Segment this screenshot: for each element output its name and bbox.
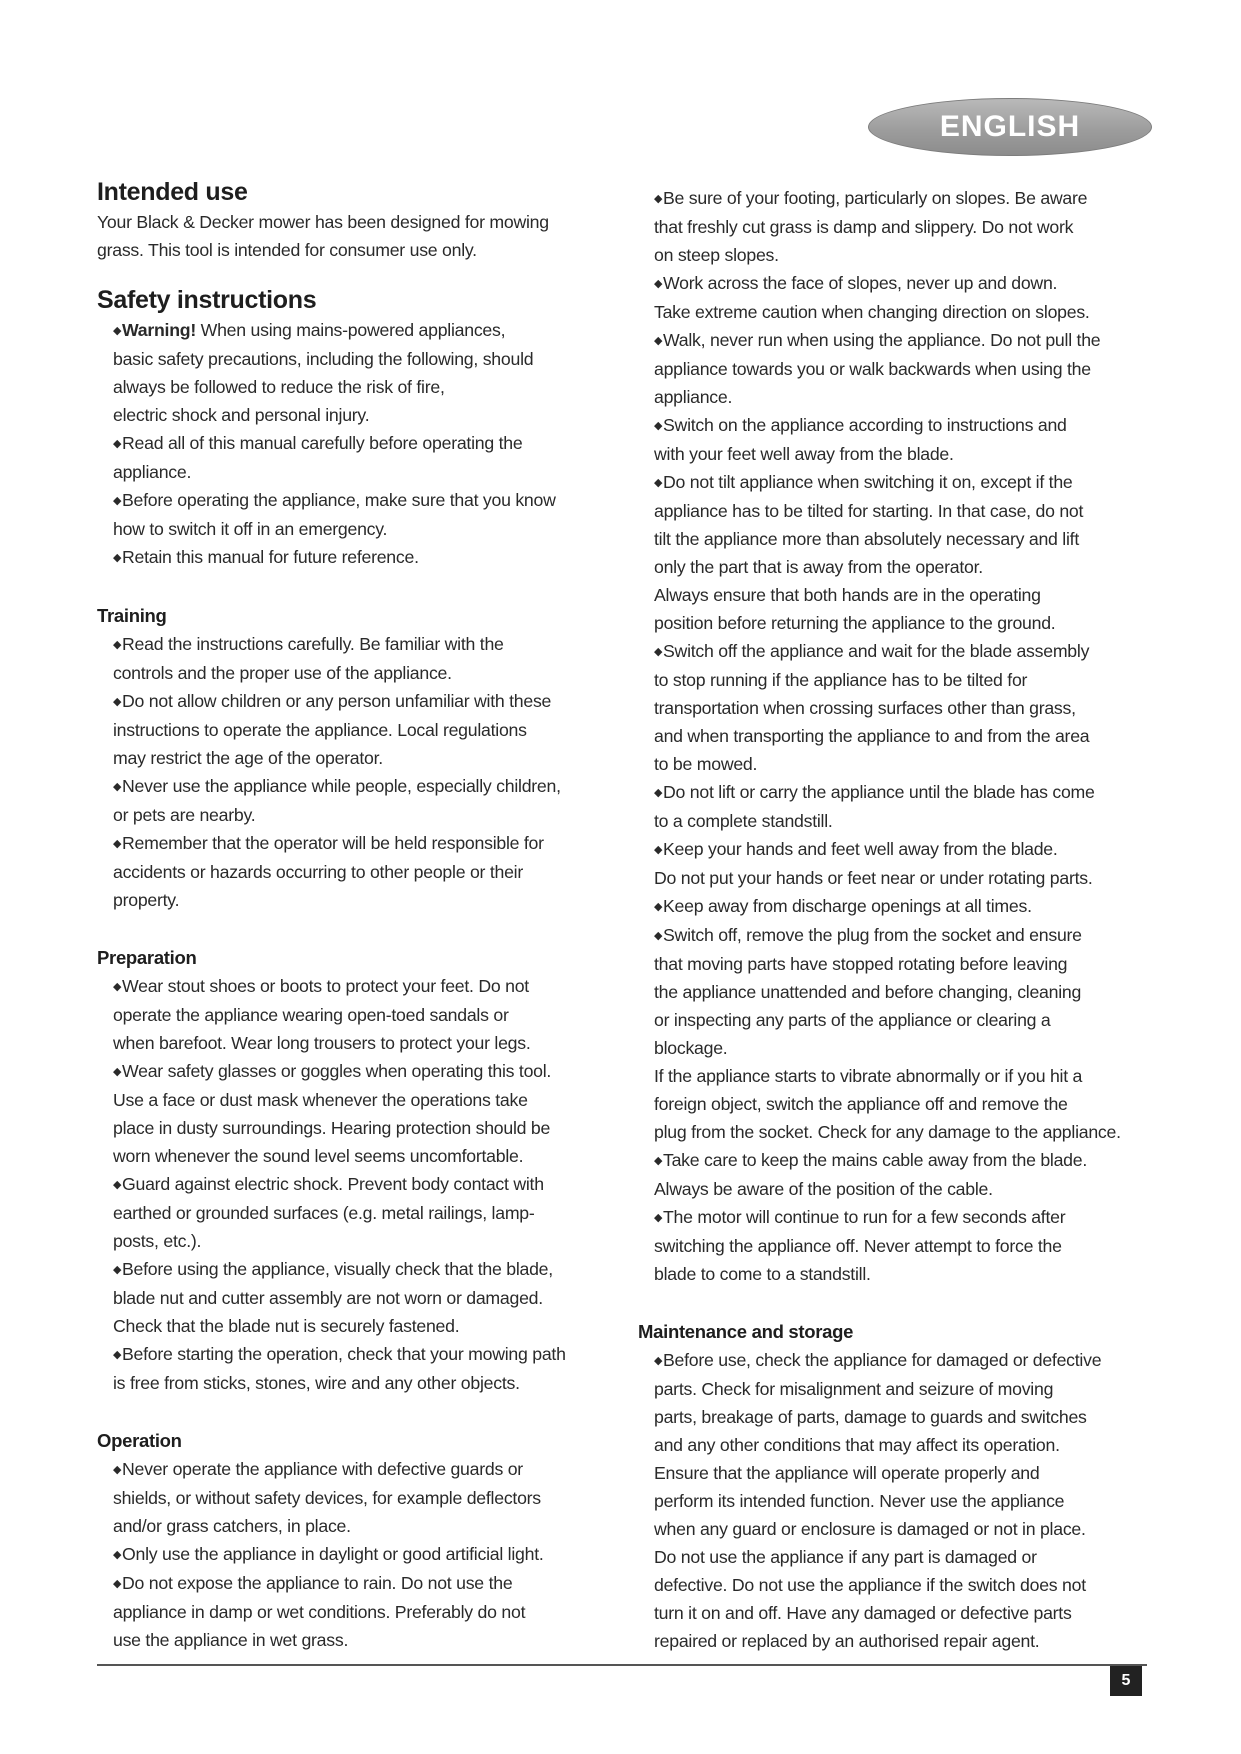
text-line: defective. Do not use the appliance if the switch does not [654, 1575, 1086, 1595]
text-line: always be followed to reduce the risk of fire, [113, 377, 445, 397]
bullet-icon: ◆ [113, 696, 122, 708]
bullet-icon: ◆ [654, 278, 663, 290]
text-line: blockage. [654, 1038, 728, 1058]
bullet-icon: ◆ [654, 787, 663, 799]
bullet-icon: ◆ [113, 1464, 122, 1476]
bullet-icon: ◆ [654, 420, 663, 432]
text-line: with your feet well away from the blade. [654, 444, 954, 464]
list-item [97, 1540, 617, 1569]
operation-title: Operation [97, 1430, 182, 1451]
bullet-icon: ◆ [654, 1155, 663, 1167]
list-item [638, 921, 1158, 1146]
text-line: Before use, check the appliance for damaged or defective [663, 1350, 1102, 1370]
text-line: Take care to keep the mains cable away from the blade. [663, 1150, 1088, 1170]
text-line: Switch off, remove the plug from the socket and ensure [663, 925, 1082, 945]
text-line: to a complete standstill. [654, 811, 833, 831]
text-line: Do not allow children or any person unfamiliar with these [122, 691, 552, 711]
page-number: 5 [1110, 1666, 1142, 1696]
safety-items [97, 429, 617, 572]
text-line: and any other conditions that may affect its operation. [654, 1435, 1060, 1455]
text-line: Do not tilt appliance when switching it on, except if the [663, 472, 1073, 492]
safety-list [97, 316, 617, 429]
text-line: appliance towards you or walk backwards when using the [654, 359, 1091, 379]
text-line: basic safety precautions, including the following, should [113, 349, 534, 369]
text-line: Do not put your hands or feet near or under rotating parts. [654, 868, 1093, 888]
training-title: Training [97, 605, 167, 626]
text-line: Keep away from discharge openings at all times. [663, 896, 1032, 916]
bullet-icon: ◆ [113, 1179, 122, 1191]
list-item [638, 892, 1158, 921]
text-line: repaired or replaced by an authorised repair agent. [654, 1631, 1040, 1651]
text-line: position before returning the appliance to the ground. [654, 613, 1056, 633]
list-item [97, 1569, 617, 1654]
text-line: Take extreme caution when changing direction on slopes. [654, 302, 1090, 322]
text-line: Do not expose the appliance to rain. Do not use the [122, 1573, 513, 1593]
list-item [97, 486, 617, 543]
bullet-icon: ◆ [113, 781, 122, 793]
list-item [638, 269, 1158, 326]
text-line: Work across the face of slopes, never up and down. [663, 273, 1058, 293]
text-line: Walk, never run when using the appliance. Do not pull the [663, 330, 1101, 350]
list-item [638, 411, 1158, 468]
list-item [638, 1146, 1158, 1203]
list-item [97, 543, 617, 572]
text-line: Before using the appliance, visually check that the blade, [122, 1259, 553, 1279]
text-line: worn whenever the sound level seems uncomfortable. [113, 1146, 524, 1166]
language-badge: ENGLISH [868, 98, 1152, 156]
text-line: blade to come to a standstill. [654, 1264, 871, 1284]
text-line: Never operate the appliance with defective guards or [122, 1459, 523, 1479]
bullet-icon: ◆ [113, 1349, 122, 1361]
list-item [638, 835, 1158, 892]
text-line: Be sure of your footing, particularly on slopes. Be aware [663, 188, 1088, 208]
list-item [97, 1255, 617, 1340]
text-line: use the appliance in wet grass. [113, 1630, 349, 1650]
list-item [97, 1170, 617, 1255]
text-line: instructions to operate the appliance. Local regulations [113, 720, 527, 740]
list-item [638, 1203, 1158, 1288]
text-line: Do not lift or carry the appliance until the blade has come [663, 782, 1095, 802]
bullet-icon: ◆ [654, 1355, 663, 1367]
text-line: the appliance unattended and before changing, cleaning [654, 982, 1082, 1002]
text-line: parts. Check for misalignment and seizure of moving [654, 1379, 1054, 1399]
maintenance-title: Maintenance and storage [638, 1321, 854, 1342]
bullet-icon: ◆ [654, 844, 663, 856]
text-line: Use a face or dust mask whenever the operations take [113, 1090, 528, 1110]
text-line: grass. This tool is intended for consumer use only. [97, 240, 477, 260]
footer-rule [97, 1664, 1147, 1666]
text-line: electric shock and personal injury. [113, 405, 370, 425]
preparation-title: Preparation [97, 947, 197, 968]
list-item [638, 637, 1158, 778]
text-line: tilt the appliance more than absolutely necessary and lift [654, 529, 1079, 549]
bullet-icon: ◆ [654, 335, 663, 347]
list-item [97, 972, 617, 1057]
text-line: that moving parts have stopped rotating before leaving [654, 954, 1068, 974]
text-line: Check that the blade nut is securely fastened. [113, 1316, 460, 1336]
text-line: when barefoot. Wear long trousers to protect your legs. [113, 1033, 531, 1053]
text-line: Before starting the operation, check that your mowing path [122, 1344, 566, 1364]
bullet-icon: ◆ [113, 438, 122, 450]
text-line: appliance. [113, 462, 192, 482]
text-line: Do not use the appliance if any part is damaged or [654, 1547, 1037, 1567]
text-line: and when transporting the appliance to and from the area [654, 726, 1090, 746]
text-line: Before operating the appliance, make sure that you know [122, 490, 556, 510]
list-item [638, 326, 1158, 411]
list-item [97, 1057, 617, 1170]
text-line: is free from sticks, stones, wire and any other objects. [113, 1373, 520, 1393]
text-line: Ensure that the appliance will operate properly and [654, 1463, 1040, 1483]
text-line: turn it on and off. Have any damaged or defective parts [654, 1603, 1072, 1623]
intended-use-text [97, 208, 617, 264]
text-line: Switch off the appliance and wait for the blade assembly [663, 641, 1090, 661]
text-line: When using mains-powered appliances, [195, 320, 506, 340]
safety-instructions-title: Safety instructions [97, 286, 317, 314]
bullet-icon: ◆ [113, 325, 122, 337]
text-line: Read all of this manual carefully before operating the [122, 433, 523, 453]
list-item [638, 184, 1158, 269]
text-line: shields, or without safety devices, for example deflectors [113, 1488, 541, 1508]
text-line: Your Black & Decker mower has been designed for mowing [97, 212, 549, 232]
text-line: transportation when crossing surfaces other than grass, [654, 698, 1076, 718]
text-line: and/or grass catchers, in place. [113, 1516, 351, 1536]
bullet-icon: ◆ [113, 495, 122, 507]
text-line: Always ensure that both hands are in the operating [654, 585, 1041, 605]
text-line: Always be aware of the position of the cable. [654, 1179, 993, 1199]
list-item [97, 429, 617, 486]
text-line: or inspecting any parts of the appliance or clearing a [654, 1010, 1051, 1030]
bullet-icon: ◆ [654, 901, 663, 913]
text-line: or pets are nearby. [113, 805, 256, 825]
text-line: may restrict the age of the operator. [113, 748, 383, 768]
bullet-icon: ◆ [113, 1578, 122, 1590]
bullet-icon: ◆ [113, 981, 122, 993]
text-line: Never use the appliance while people, especially children, [122, 776, 561, 796]
list-item [638, 468, 1158, 637]
text-line: on steep slopes. [654, 245, 779, 265]
bullet-icon: ◆ [654, 193, 663, 205]
list-item [638, 778, 1158, 835]
bullet-icon: ◆ [654, 1212, 663, 1224]
operation-items-right [638, 184, 1158, 1288]
text-line: to be mowed. [654, 754, 758, 774]
right-column [638, 184, 1158, 1655]
list-item [97, 687, 617, 772]
text-line: earthed or grounded surfaces (e.g. metal railings, lamp- [113, 1203, 535, 1223]
text-line: parts, breakage of parts, damage to guards and switches [654, 1407, 1087, 1427]
text-line: accidents or hazards occurring to other people or their [113, 862, 523, 882]
text-line: blade nut and cutter assembly are not worn or damaged. [113, 1288, 543, 1308]
text-line: how to switch it off in an emergency. [113, 519, 388, 539]
preparation-items [97, 972, 617, 1397]
bullet-icon: ◆ [113, 1264, 122, 1276]
text-line: appliance in damp or wet conditions. Preferably do not [113, 1602, 526, 1622]
text-line: Wear safety glasses or goggles when operating this tool. [122, 1061, 552, 1081]
text-line: The motor will continue to run for a few seconds after [663, 1207, 1066, 1227]
bullet-icon: ◆ [113, 1549, 122, 1561]
left-column [97, 176, 617, 1654]
bullet-icon: ◆ [113, 838, 122, 850]
bullet-icon: ◆ [654, 646, 663, 658]
bullet-icon: ◆ [654, 930, 663, 942]
bullet-icon: ◆ [113, 639, 122, 651]
text-line: appliance has to be tilted for starting. In that case, do not [654, 501, 1084, 521]
text-line: If the appliance starts to vibrate abnormally or if you hit a [654, 1066, 1083, 1086]
bullet-icon: ◆ [113, 1066, 122, 1078]
warning-item [97, 316, 617, 429]
training-items [97, 630, 617, 914]
text-line: perform its intended function. Never use the appliance [654, 1491, 1065, 1511]
text-line: Read the instructions carefully. Be familiar with the [122, 634, 504, 654]
intended-use-title: Intended use [97, 178, 248, 206]
text-line: only the part that is away from the operator. [654, 557, 983, 577]
text-line: switching the appliance off. Never attempt to force the [654, 1236, 1062, 1256]
list-item [97, 772, 617, 829]
list-item [97, 1340, 617, 1397]
maintenance-items [638, 1346, 1158, 1655]
text-line: place in dusty surroundings. Hearing protection should be [113, 1118, 551, 1138]
text-line: Remember that the operator will be held responsible for [122, 833, 544, 853]
warning-label: Warning! [122, 320, 196, 340]
text-line: when any guard or enclosure is damaged or not in place. [654, 1519, 1086, 1539]
text-line: to stop running if the appliance has to be tilted for [654, 670, 1028, 690]
bullet-icon: ◆ [113, 552, 122, 564]
warning-text [113, 320, 617, 429]
text-line: posts, etc.). [113, 1231, 202, 1251]
list-item [638, 1346, 1158, 1655]
text-line: appliance. [654, 387, 733, 407]
text-line: property. [113, 890, 180, 910]
text-line: Wear stout shoes or boots to protect your feet. Do not [122, 976, 529, 996]
text-line: plug from the socket. Check for any damage to the appliance. [654, 1122, 1121, 1142]
text-line: Retain this manual for future reference. [122, 547, 419, 567]
text-line: Guard against electric shock. Prevent body contact with [122, 1174, 544, 1194]
bullet-icon: ◆ [654, 477, 663, 489]
text-line: foreign object, switch the appliance off and remove the [654, 1094, 1068, 1114]
text-line: Only use the appliance in daylight or good artificial light. [122, 1544, 544, 1564]
text-line: that freshly cut grass is damp and slippery. Do not work [654, 217, 1074, 237]
text-line: Keep your hands and feet well away from the blade. [663, 839, 1058, 859]
list-item [97, 829, 617, 914]
list-item [97, 630, 617, 687]
text-line: controls and the proper use of the appliance. [113, 663, 452, 683]
operation-items-left [97, 1455, 617, 1654]
text-line: Switch on the appliance according to instructions and [663, 415, 1067, 435]
text-line: operate the appliance wearing open-toed sandals or [113, 1005, 509, 1025]
list-item [97, 1455, 617, 1540]
